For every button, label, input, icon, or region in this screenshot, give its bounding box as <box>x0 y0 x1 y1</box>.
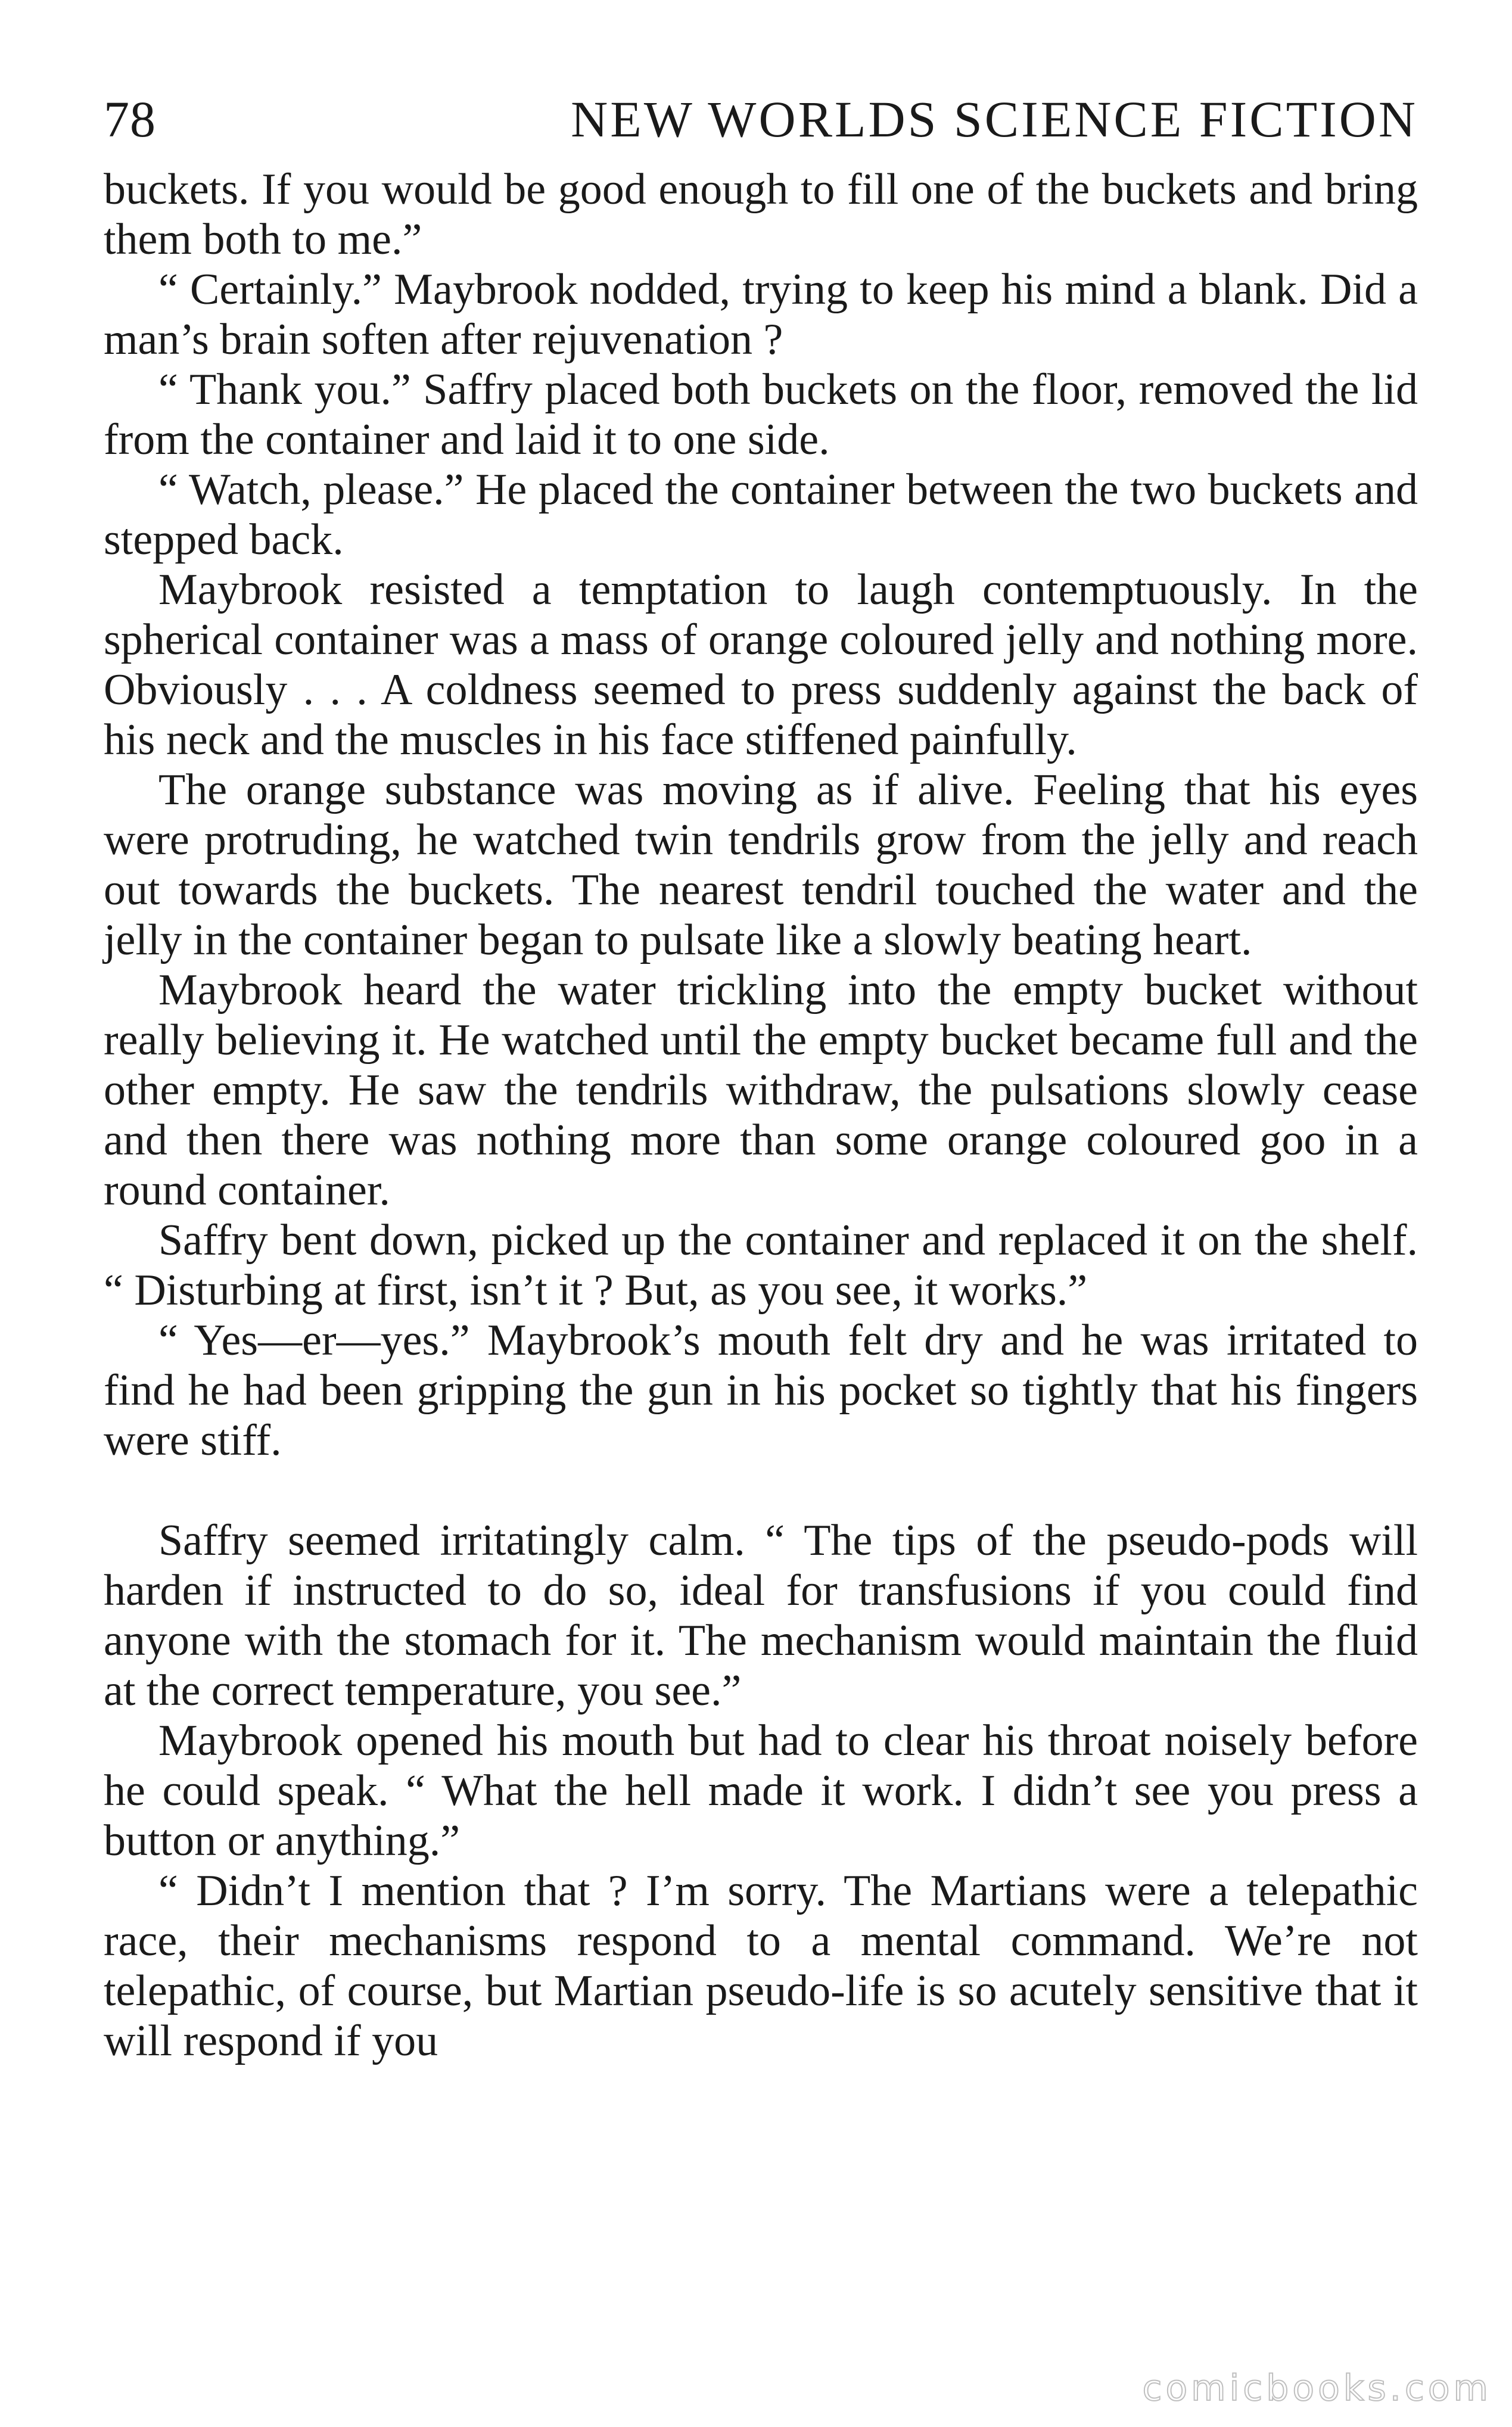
paragraph: Saffry bent down, picked up the container and replaced it on the shelf. “ Disturbing at first, isn’t it ? But, as you see, it works.” <box>104 1216 1418 1315</box>
paragraph: “ Watch, please.” He placed the container between the two buckets and stepped back. <box>104 465 1418 564</box>
book-page <box>104 89 1418 2066</box>
site-watermark: comicbooks.com <box>1142 2367 1492 2409</box>
paragraph: “ Certainly.” Maybrook nodded, trying to keep his mind a blank. Did a man’s brain soften after rejuvenation ? <box>104 265 1418 364</box>
paragraph: buckets. If you would be good enough to fill one of the buckets and bring them both to me.” <box>104 165 1418 264</box>
body-text <box>104 164 1418 2066</box>
paragraph: Saffry seemed irritatingly calm. “ The tips of the pseudo-pods will harden if instructed to do so, ideal for transfusions if you could find anyone with the stomach for it. The mechanism would maintain the fluid at the correct temperature, you see.” <box>104 1516 1418 1715</box>
page-number: 78 <box>104 91 156 148</box>
paragraph: “ Thank you.” Saffry placed both buckets on the floor, removed the lid from the container and laid it to one side. <box>104 365 1418 464</box>
page-header <box>104 89 1418 149</box>
paragraph: Maybrook opened his mouth but had to clear his throat noisely before he could speak. “ What the hell made it work. I didn’t see you press a button or anything.” <box>104 1716 1418 1865</box>
paragraph: Maybrook heard the water trickling into the empty bucket without really believing it. He watched until the empty bucket became full and the other empty. He saw the tendrils withdraw, the pulsations slowly cease and then there was nothing more than some orange coloured goo in a round container. <box>104 966 1418 1215</box>
paragraph: Maybrook resisted a temptation to laugh contemptuously. In the spherical container was a mass of orange coloured jelly and nothing more. Obviously . . . A coldness seemed to press suddenly against the back of his neck and the muscles in his face stiffened painfully. <box>104 565 1418 764</box>
paragraph: “ Didn’t I mention that ? I’m sorry. The Martians were a telepathic race, their mechanisms respond to a mental command. We’re not telepathic, of course, but Martian pseudo-life is so acutely sensitive that it will respond if you <box>104 1866 1418 2065</box>
running-title: NEW WORLDS SCIENCE FICTION <box>571 91 1418 148</box>
paragraph: “ Yes—er—yes.” Maybrook’s mouth felt dry and he was irritated to find he had been gripping the gun in his pocket so tightly that his fingers were stiff. <box>104 1316 1418 1465</box>
paragraph: The orange substance was moving as if alive. Feeling that his eyes were protruding, he watched twin tendrils grow from the jelly and reach out towards the buckets. The nearest tendril touched the water and the jelly in the container began to pulsate like a slowly beating heart. <box>104 766 1418 964</box>
